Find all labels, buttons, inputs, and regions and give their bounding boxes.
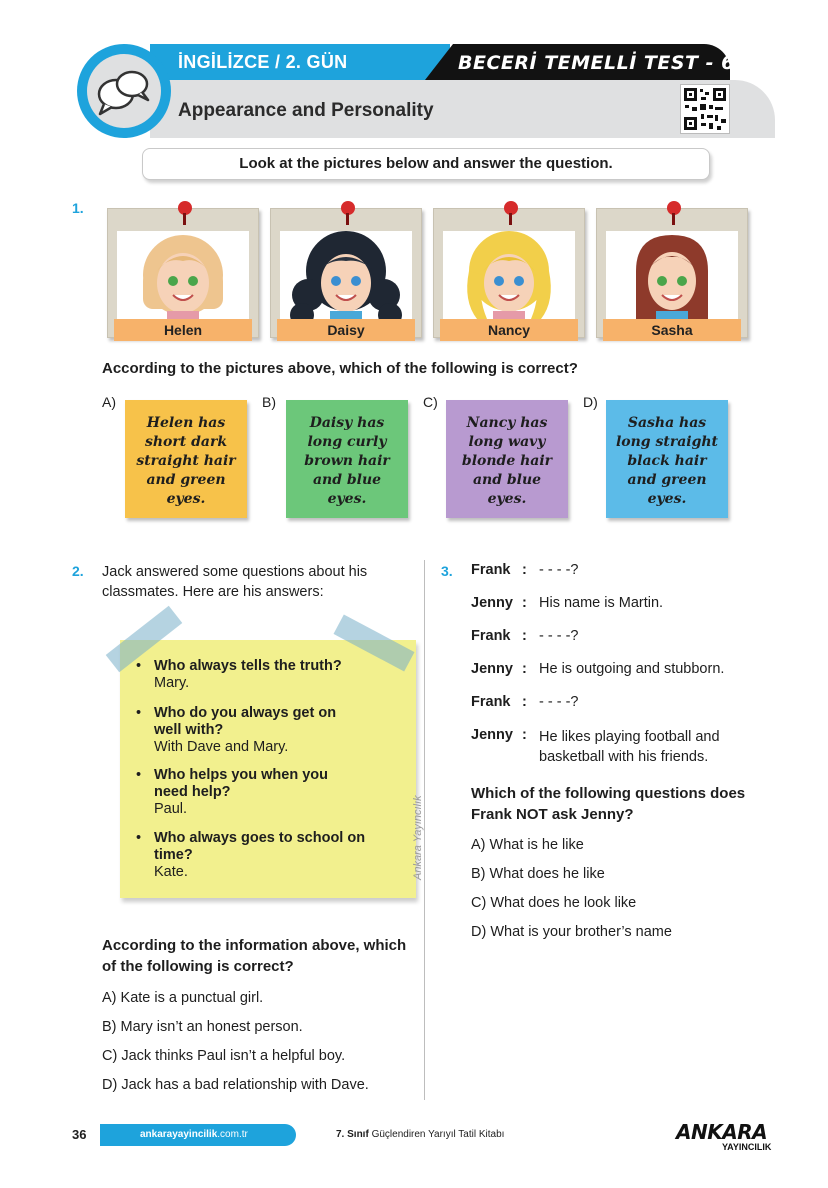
book-title	[336, 1129, 504, 1140]
dialogue-line: - - - -?	[539, 694, 579, 710]
note-answer: Kate.	[154, 864, 188, 880]
speech-bubbles-icon	[92, 62, 156, 120]
colon: :	[522, 694, 527, 710]
sticky-note-option-d[interactable]	[606, 400, 728, 518]
q2-option-b[interactable]	[102, 1019, 303, 1035]
name-tag: Helen	[114, 319, 252, 341]
q3-option-a[interactable]	[471, 837, 584, 853]
option-label: C)	[102, 1048, 118, 1064]
website-name: ankarayayincilik	[140, 1129, 218, 1140]
option-text: Jack has a bad relationship with Dave.	[121, 1077, 369, 1093]
test-title: BECERİ TEMELLİ TEST - 6	[458, 52, 735, 74]
qr-code-icon[interactable]	[680, 84, 730, 134]
q1-question: According to the pictures above, which of the following is correct?	[102, 360, 578, 377]
portrait	[117, 231, 249, 319]
portrait	[280, 231, 412, 319]
note-item-3	[154, 767, 354, 818]
topic-title: Appearance and Personality	[178, 100, 434, 121]
note-item-4	[154, 830, 394, 881]
option-text: Sasha has long straight black hair and green eyes.	[615, 415, 719, 507]
speaker: Frank	[471, 628, 511, 644]
option-text: What is your brother’s name	[490, 924, 672, 940]
page-number: 36	[72, 1127, 87, 1142]
book-name: Güçlendiren Yarıyıl Tatil Kitabı	[368, 1129, 505, 1140]
photo-frame-daisy	[270, 208, 422, 338]
speaker: Jenny	[471, 595, 513, 611]
girl-curly-dark-icon	[280, 231, 412, 319]
note-answer: Paul.	[154, 801, 188, 817]
note-answer: With Dave and Mary.	[154, 739, 289, 755]
note-question: Who do you always get on well with?	[154, 705, 337, 738]
publisher-logo-sub: YAYINCILIK	[722, 1142, 772, 1152]
q3-option-c[interactable]	[471, 895, 636, 911]
photo-frame-helen	[107, 208, 259, 338]
note-question: Who helps you when you need help?	[154, 767, 328, 800]
option-text: Kate is a punctual girl.	[120, 990, 264, 1006]
sticky-note-option-c[interactable]	[446, 400, 568, 518]
option-text: What does he look like	[490, 895, 637, 911]
sticky-note-option-a[interactable]	[125, 400, 247, 518]
photo-frame-nancy	[433, 208, 585, 338]
publisher-logo: ANKARA	[676, 1120, 768, 1144]
option-text: Jack thinks Paul isn’t a helpful boy.	[121, 1048, 346, 1064]
speaker: Jenny	[471, 661, 513, 677]
option-label: D)	[102, 1077, 118, 1093]
sticky-note-option-b[interactable]	[286, 400, 408, 518]
option-text: Helen has short dark straight hair and green eyes.	[136, 415, 236, 507]
portrait	[443, 231, 575, 319]
colon: :	[522, 562, 527, 578]
option-label-b[interactable]: B)	[262, 394, 276, 410]
note-item-2	[154, 705, 364, 756]
column-divider	[424, 560, 425, 1100]
colon: :	[522, 727, 527, 743]
option-label: C)	[471, 895, 487, 911]
speaker: Jenny	[471, 727, 513, 743]
q2-option-d[interactable]	[102, 1077, 369, 1093]
website-pill[interactable]	[100, 1124, 296, 1146]
option-label-d[interactable]: D)	[583, 394, 598, 410]
speaker: Frank	[471, 562, 511, 578]
name-tag: Nancy	[440, 319, 578, 341]
q2-option-c[interactable]	[102, 1048, 345, 1064]
question-number-1: 1.	[72, 200, 84, 216]
dialogue-line: He likes playing football and basketball with his friends.	[539, 729, 720, 765]
bullet-dot: •	[136, 767, 142, 783]
bullet-dot: •	[136, 705, 142, 721]
girl-short-blonde-icon	[117, 231, 249, 319]
option-label-c[interactable]: C)	[423, 394, 438, 410]
option-label: A)	[102, 990, 117, 1006]
option-label: A)	[471, 837, 486, 853]
note-question: Who always tells the truth?	[154, 658, 342, 674]
colon: :	[522, 628, 527, 644]
dialogue-line: His name is Martin.	[539, 595, 664, 611]
option-label-a[interactable]: A)	[102, 394, 116, 410]
name-tag: Daisy	[277, 319, 415, 341]
portrait	[606, 231, 738, 319]
option-text: Nancy has long wavy blonde hair and blue eyes.	[461, 415, 553, 507]
book-grade: 7. Sınıf	[336, 1129, 369, 1140]
note-item-1	[154, 658, 404, 692]
q2-option-a[interactable]	[102, 990, 263, 1006]
option-label: B)	[471, 866, 486, 882]
bullet-dot: •	[136, 830, 142, 846]
website-domain: .com.tr	[217, 1129, 248, 1140]
q3-option-b[interactable]	[471, 866, 605, 882]
option-text: Daisy has long curly brown hair and blue eyes.	[304, 415, 390, 507]
q3-question: Which of the following questions does Frank NOT ask Jenny?	[471, 785, 746, 823]
dialogue-line: He is outgoing and stubborn.	[539, 661, 725, 677]
q2-question: According to the information above, which of the following is correct?	[102, 937, 407, 975]
name-tag: Sasha	[603, 319, 741, 341]
question-number-3: 3.	[441, 563, 453, 579]
speaker: Frank	[471, 694, 511, 710]
photo-frame-sasha	[596, 208, 748, 338]
girl-straight-auburn-icon	[606, 231, 738, 319]
option-text: What is he like	[489, 837, 584, 853]
option-text: What does he like	[489, 866, 605, 882]
bullet-dot: •	[136, 658, 142, 674]
colon: :	[522, 661, 527, 677]
option-label: D)	[471, 924, 487, 940]
note-answer: Mary.	[154, 675, 190, 691]
watermark: Ankara Yayıncılık	[412, 795, 424, 880]
option-text: Mary isn’t an honest person.	[120, 1019, 303, 1035]
girl-wavy-blonde-icon	[443, 231, 575, 319]
q3-option-d[interactable]	[471, 924, 672, 940]
q2-intro: Jack answered some questions about his classmates. Here are his answers:	[102, 564, 368, 600]
note-question: Who always goes to school on time?	[154, 830, 366, 863]
option-label: B)	[102, 1019, 117, 1035]
dialogue-line: - - - -?	[539, 562, 579, 578]
dialogue-line: - - - -?	[539, 628, 579, 644]
colon: :	[522, 595, 527, 611]
subject-title: İNGİLİZCE / 2. GÜN	[178, 52, 348, 72]
question-number-2: 2.	[72, 563, 84, 579]
instruction-box: Look at the pictures below and answer the question.	[142, 148, 710, 180]
